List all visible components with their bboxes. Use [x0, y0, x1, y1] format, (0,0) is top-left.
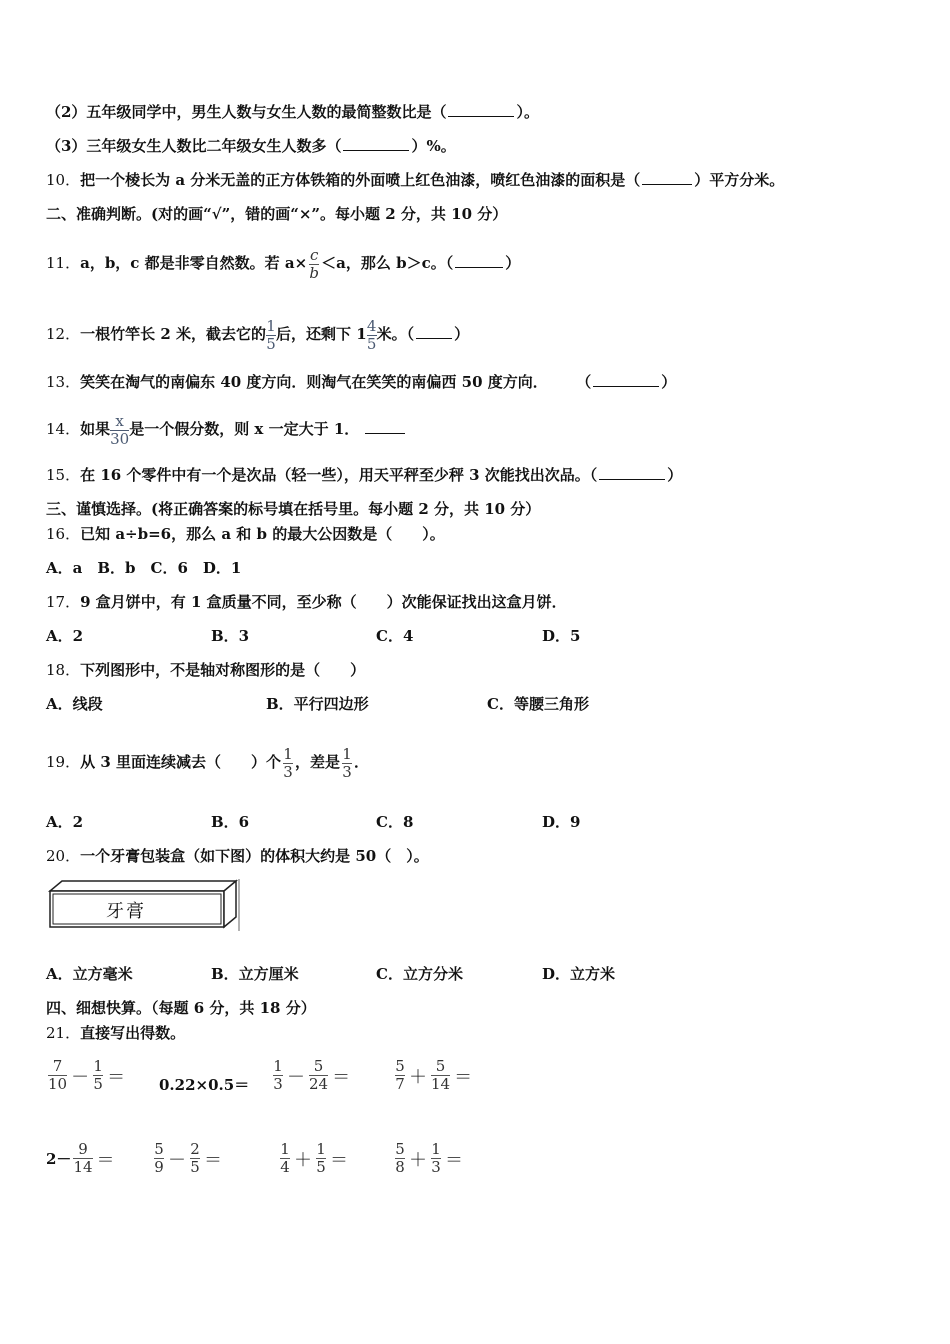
question-16: 16．已知 a÷b=6，那么 a 和 b 的最大公因数是（ ）。 — [46, 525, 445, 543]
q20-option-a[interactable]: A．立方毫米 — [46, 965, 133, 983]
calc-expression-5: 2－ $\frac{9}{14}$ ＝ — [46, 1140, 115, 1176]
calc-expression-2: 0.22×0.5＝ — [159, 1076, 250, 1094]
q16-options[interactable]: A．a B．b C．6 D．1 — [46, 559, 242, 577]
calc-expression-6: $\frac{5}{9}$ － $\frac{2}{5}$ ＝ — [154, 1140, 222, 1176]
answer-blank[interactable] — [416, 324, 452, 339]
question-15: 15．在 16 个零件中有一个是次品（轻一些），用天平秤至少秤 3 次能找出次品。（ ） — [46, 466, 683, 484]
question-19: 19．从 3 里面连续减去（ ）个 $\frac{1}{3}$ ，差是 $\frac{1}{3}$ ． — [46, 744, 370, 781]
section-4-heading: 四、细想快算。（每题 6 分，共 18 分） — [46, 999, 316, 1017]
answer-blank[interactable] — [593, 372, 659, 387]
answer-blank[interactable] — [365, 419, 405, 434]
section-2-heading: 二、准确判断。(对的画“√”，错的画“×”。每小题 2 分，共 10 分） — [46, 205, 508, 223]
calc-expression-1: $\frac{7}{10}$ － $\frac{1}{5}$ ＝ — [48, 1057, 126, 1093]
q9-part3: （3）三年级女生人数比二年级女生人数多（ ）%。 — [46, 137, 456, 155]
question-20: 20．一个牙膏包装盒（如下图）的体积大约是 50（ ）。 — [46, 847, 429, 865]
calc-expression-3: $\frac{1}{3}$ － $\frac{5}{24}$ ＝ — [273, 1057, 351, 1093]
answer-blank[interactable] — [599, 465, 665, 480]
q20-option-d[interactable]: D．立方米 — [542, 965, 616, 983]
fraction-four-fifths: $\frac{4}{5}$ — [366, 316, 377, 353]
q17-option-b[interactable]: B．3 — [211, 627, 250, 645]
question-13: 13．笑笑在淘气的南偏东 40 度方向．则淘气在笑笑的南偏西 50 度方向． （ ） — [46, 373, 677, 391]
q18-option-c[interactable]: C．等腰三角形 — [487, 695, 589, 713]
toothpaste-box-figure — [46, 877, 246, 939]
answer-blank[interactable] — [343, 136, 409, 151]
answer-blank[interactable] — [448, 102, 514, 117]
section-3-heading: 三、谨慎选择。(将正确答案的标号填在括号里。每小题 2 分，共 10 分） — [46, 500, 541, 518]
q20-option-c[interactable]: C．立方分米 — [376, 965, 463, 983]
fraction-one-fifth: $\frac{1}{5}$ — [266, 316, 276, 353]
q19-option-a[interactable]: A．2 — [46, 813, 84, 831]
q18-option-b[interactable]: B．平行四边形 — [266, 695, 369, 713]
question-11: 11．a，b，c 都是非零自然数。若 a× $\frac{c}{b}$ ＜a，那么 b＞c。（ ） — [46, 245, 521, 282]
fraction-c-over-b: $\frac{c}{b}$ — [309, 245, 319, 282]
q19-option-b[interactable]: B．6 — [211, 813, 250, 831]
answer-blank[interactable] — [455, 253, 503, 268]
q17-option-c[interactable]: C．4 — [376, 627, 414, 645]
fraction-x-over-30: $\frac{x}{30}$ — [110, 411, 130, 448]
q18-option-a[interactable]: A．线段 — [46, 695, 103, 713]
question-21: 21．直接写出得数。 — [46, 1024, 186, 1042]
calc-expression-8: $\frac{5}{8}$ ＋ $\frac{1}{3}$ ＝ — [395, 1140, 463, 1176]
q17-option-a[interactable]: A．2 — [46, 627, 84, 645]
calc-expression-7: $\frac{1}{4}$ ＋ $\frac{1}{5}$ ＝ — [280, 1140, 348, 1176]
q9-part2: （2）五年级同学中，男生人数与女生人数的最简整数比是（ ）。 — [46, 103, 539, 121]
question-18: 18．下列图形中，不是轴对称图形的是（ ） — [46, 661, 366, 679]
question-14: 14．如果 $\frac{x}{30}$ 是一个假分数，则 x 一定大于 1． — [46, 408, 407, 450]
fraction-one-third-result: $\frac{1}{3}$ — [342, 744, 352, 781]
question-17: 17．9 盒月饼中，有 1 盒质量不同，至少称（ ）次能保证找出这盒月饼． — [46, 593, 567, 611]
calc-expression-4: $\frac{5}{7}$ ＋ $\frac{5}{14}$ ＝ — [395, 1057, 473, 1093]
q19-option-d[interactable]: D．9 — [542, 813, 581, 831]
q17-option-d[interactable]: D．5 — [542, 627, 581, 645]
q20-option-b[interactable]: B．立方厘米 — [211, 965, 299, 983]
answer-blank[interactable] — [642, 170, 692, 185]
toothpaste-box-label: 牙膏 — [106, 901, 146, 922]
question-12: 12．一根竹竿长 2 米，截去它的 $\frac{1}{5}$ 后，还剩下 1 $\frac{4}{5}$ 米。（ ） — [46, 316, 470, 353]
q19-option-c[interactable]: C．8 — [376, 813, 414, 831]
question-10: 10．把一个棱长为 a 分米无盖的正方体铁箱的外面喷上红色油漆，喷红色油漆的面积是（ ）平方分米。 — [46, 171, 785, 189]
fraction-one-third: $\frac{1}{3}$ — [283, 744, 293, 781]
